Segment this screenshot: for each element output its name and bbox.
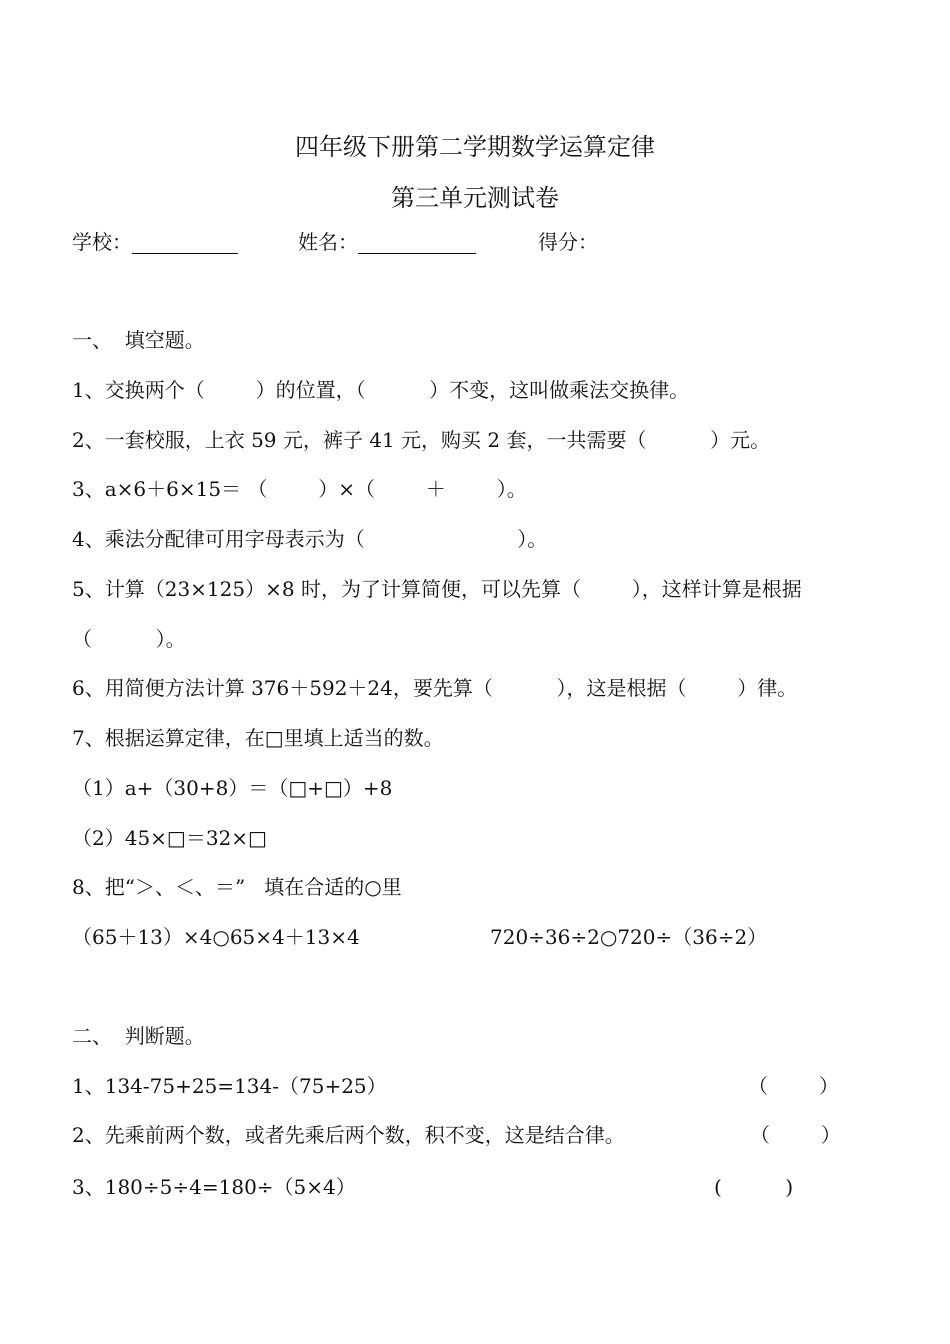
question-6: 6、用简便方法计算 376＋592＋24，要先算（ ），这是根据（ ）律。 [72, 676, 798, 700]
question-7: 7、根据运算定律，在□里填上适当的数。 [72, 726, 444, 750]
judge-answer-2[interactable]: （ ） [750, 1123, 841, 1147]
section1-heading: 一、 填空题。 [72, 328, 205, 352]
question-4: 4、乘法分配律可用字母表示为（ ）。 [72, 527, 548, 551]
judge-item-1: 1、134-75+25=134-（75+25） [72, 1074, 387, 1098]
question-5-line1: 5、计算（23×125）×8 时，为了计算简便，可以先算（ ），这样计算是根据 [72, 577, 802, 601]
question-7-part-1: （1）a+（30+8）＝（□+□）+8 [72, 776, 393, 800]
question-8-left: （65＋13）×4○65×4＋13×4 [72, 925, 360, 949]
question-2: 2、一套校服，上衣 59 元，裤子 41 元，购买 2 套，一共需要（ ）元。 [72, 428, 771, 452]
question-8: 8、把“＞、＜、＝” 填在合适的○里 [72, 875, 402, 899]
question-5-line2: （ ）。 [72, 627, 186, 651]
question-1: 1、交换两个（ ）的位置，（ ）不变，这叫做乘法交换律。 [72, 378, 690, 402]
judge-answer-1[interactable]: （ ） [748, 1074, 839, 1098]
judge-item-2: 2、先乘前两个数，或者先乘后两个数，积不变，这是结合律。 [72, 1123, 625, 1147]
judge-answer-3[interactable]: ( ) [714, 1175, 794, 1199]
name-blank[interactable] [358, 233, 476, 254]
score-label: 得分： [538, 230, 598, 254]
info-row [72, 230, 598, 254]
section2-heading: 二、 判断题。 [72, 1024, 205, 1048]
page-title: 四年级下册第二学期数学运算定律 [295, 133, 655, 161]
judge-item-3: 3、180÷5÷4=180÷（5×4） [72, 1175, 356, 1199]
school-blank[interactable] [132, 233, 238, 254]
question-7-part-2: （2）45×□＝32×□ [72, 826, 267, 850]
question-8-right: 720÷36÷2○720÷（36÷2） [490, 925, 768, 949]
page-subtitle: 第三单元测试卷 [391, 184, 559, 212]
name-label: 姓名： [298, 230, 358, 254]
school-label: 学校： [72, 230, 132, 254]
question-3: 3、a×6＋6×15＝ （ ）×（ ＋ ）。 [72, 477, 527, 501]
